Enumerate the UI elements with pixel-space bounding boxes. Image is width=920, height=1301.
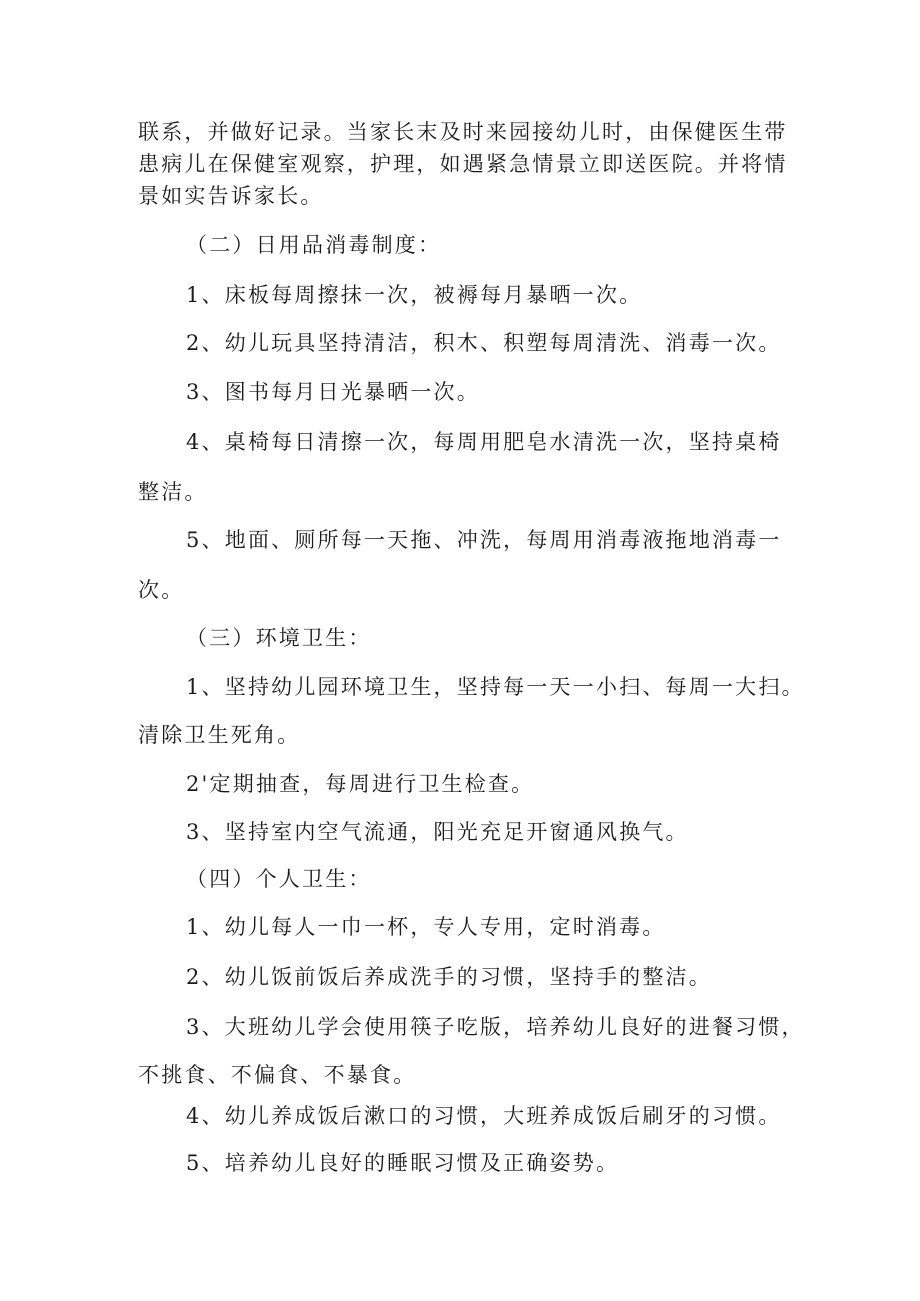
list-item: 2'定期抽查，每周进行卫生检查。 <box>186 772 535 796</box>
list-item: 5、培养幼儿良好的睡眠习惯及正确姿势。 <box>186 1151 620 1175</box>
intro-line-1: 联系，并做好记录。当家长末及时来园接幼儿时，由保健医生带 <box>138 120 788 144</box>
section-heading: （四）个人卫生： <box>186 867 372 891</box>
list-item: 4、幼儿养成饭后漱口的习惯，大班养成饭后刷牙的习惯。 <box>186 1104 782 1128</box>
intro-line-2: 患病儿在保健室观察，护理，如遇紧急情景立即送医院。并将情 <box>138 152 788 176</box>
list-item-continuation: 次。 <box>138 578 185 602</box>
list-item: 1、床板每周擦抹一次，被褥每月暴晒一次。 <box>186 283 643 307</box>
list-item: 1、幼儿每人一巾一杯，专人专用，定时消毒。 <box>186 915 666 939</box>
list-item-continuation: 整洁。 <box>138 480 208 504</box>
list-item: 4、桌椅每日清擦一次，每周用肥皂水清洗一次，坚持桌椅 <box>186 430 782 454</box>
list-item: 3、大班幼儿学会使用筷子吃版，培养幼儿良好的进餐习惯， <box>186 1015 805 1039</box>
list-item: 2、幼儿饭前饭后养成洗手的习惯，坚持手的整洁。 <box>186 965 712 989</box>
list-item: 3、坚持室内空气流通，阳光充足开窗通风换气。 <box>186 820 689 844</box>
list-item: 2、幼儿玩具坚持清洁，积木、积塑每周清洗、消毒一次。 <box>186 331 782 355</box>
list-item: 5、地面、厕所每一天拖、冲洗，每周用消毒液拖地消毒一 <box>186 528 782 552</box>
list-item: 3、图书每月日光暴晒一次。 <box>186 380 480 404</box>
list-item: 1、坚持幼儿园环境卫生，坚持每一天一小扫、每周一大扫。 <box>186 675 805 699</box>
intro-line-3: 景如实告诉家长。 <box>138 184 324 208</box>
section-heading: （三）环境卫生： <box>186 626 372 650</box>
section-heading: （二）日用品消毒制度： <box>186 233 442 257</box>
list-item-continuation: 清除卫生死角。 <box>138 723 301 747</box>
list-item-continuation: 不挑食、不偏食、不暴食。 <box>138 1063 417 1087</box>
